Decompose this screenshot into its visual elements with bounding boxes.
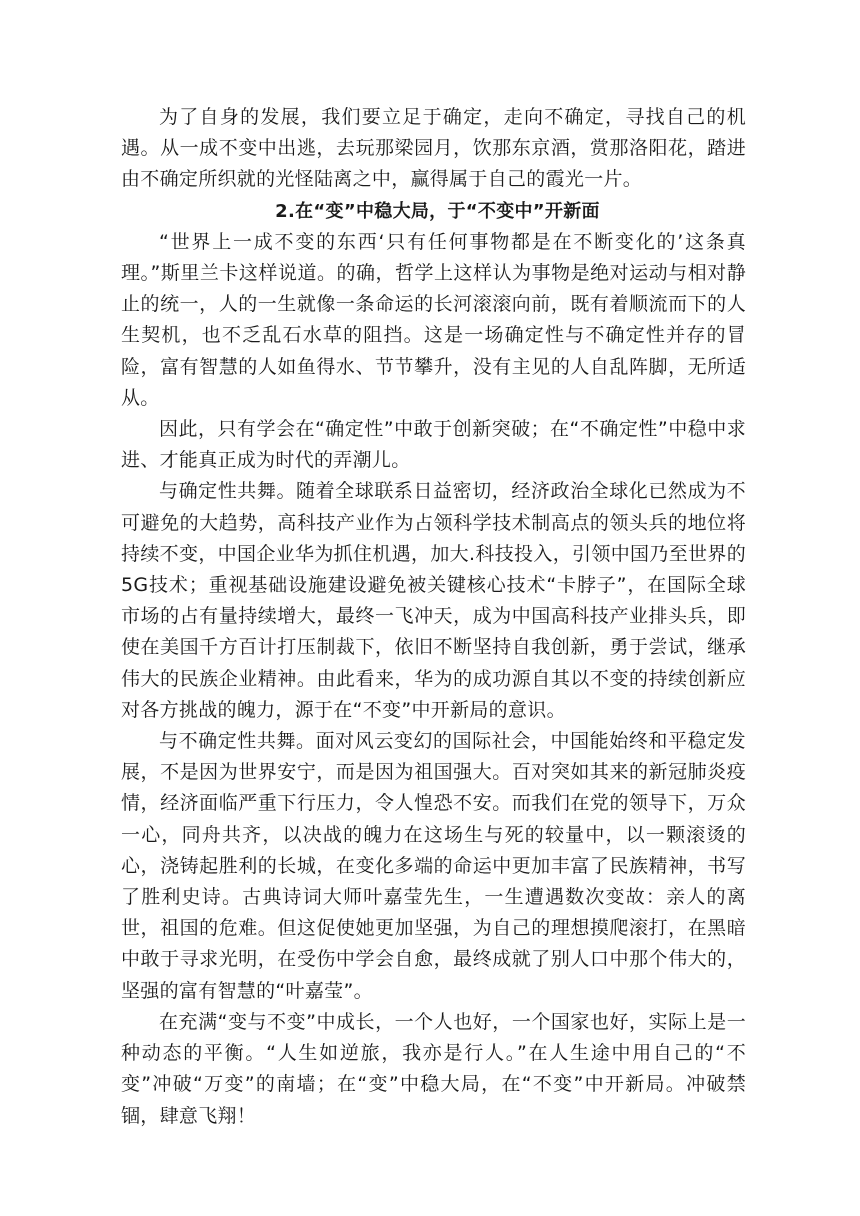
document-body: [121, 102, 746, 1132]
paragraph-certainty: 与确定性共舞。随着全球联系日益密切，经济政治全球化已然成为不可避免的大趋势，高科技产业作为占领科学技术制高点的领头兵的地位将持续不变，中国企业华为抓住机遇，加大.科技投入，引领中国乃至世界的5G技术；重视基础设施建设避免被关键核心技术“卡脖子”，在国际全球市场的占有量持续增大，最终一飞冲天，成为中国高科技产业排头兵，即使在美国千方百计打压制裁下，依旧不断坚持自我创新，勇于尝试，继承伟大的民族企业精神。由此看来，华为的成功源自其以不变的持续创新应对各方挑战的魄力，源于在“不变”中开新局的意识。: [121, 480, 746, 721]
paragraph-intro: 为了自身的发展，我们要立足于确定，走向不确定，寻找自己的机遇。从一成不变中出逃，去玩那梁园月，饮那东京酒，赏那洛阳花，踏进由不确定所织就的光怪陆离之中，赢得属于自己的霞光一片。: [121, 106, 746, 191]
paragraph-quote: “世界上一成不变的东西‘只有任何事物都是在不断变化的’这条真理。”斯里兰卡这样说道。的确，哲学上这样认为事物是绝对运动与相对静止的统一，人的一生就像一条命运的长河滚滚向前，既有着顺流而下的人生契机，也不乏乱石水草的阻挡。这是一场确定性与不确定性并存的冒险，富有智慧的人如鱼得水、节节攀升，没有主见的人自乱阵脚，无所适从。: [121, 230, 746, 409]
section-heading: 2.在“变”中稳大局，于“不变中”开新面: [275, 200, 600, 222]
paragraph-thesis: 因此，只有学会在“确定性”中敢于创新突破；在“不确定性”中稳中求进、才能真正成为时代的弄潮儿。: [121, 418, 746, 472]
paragraph-conclusion: 在充满“变与不变”中成长，一个人也好，一个国家也好，实际上是一种动态的平衡。“人生如逆旅，我亦是行人。”在人生途中用自己的“不变”冲破“万变”的南墙；在“变”中稳大局，在“不变”中开新局。冲破禁锢，肆意飞翔！: [121, 1010, 746, 1127]
paragraph-uncertainty: 与不确定性共舞。面对风云变幻的国际社会，中国能始终和平稳定发展，不是因为世界安宁，而是因为祖国强大。百对突如其来的新冠肺炎疫情，经济面临严重下行压力，令人惶恐不安。而我们在党的领导下，万众一心，同舟共齐，以决战的魄力在这场生与死的较量中，以一颗滚烫的心，浇铸起胜利的长城，在变化多端的命运中更加丰富了民族精神，书写了胜利史诗。古典诗词大师叶嘉莹先生，一生遭遇数次变故：亲人的离世，祖国的危难。但这促使她更加坚强，为自己的理想摸爬滚打，在黑暗中敢于寻求光明，在受伤中学会自愈，最终成就了别人口中那个伟大的，坚强的富有智慧的“叶嘉莹”。: [121, 730, 746, 1002]
